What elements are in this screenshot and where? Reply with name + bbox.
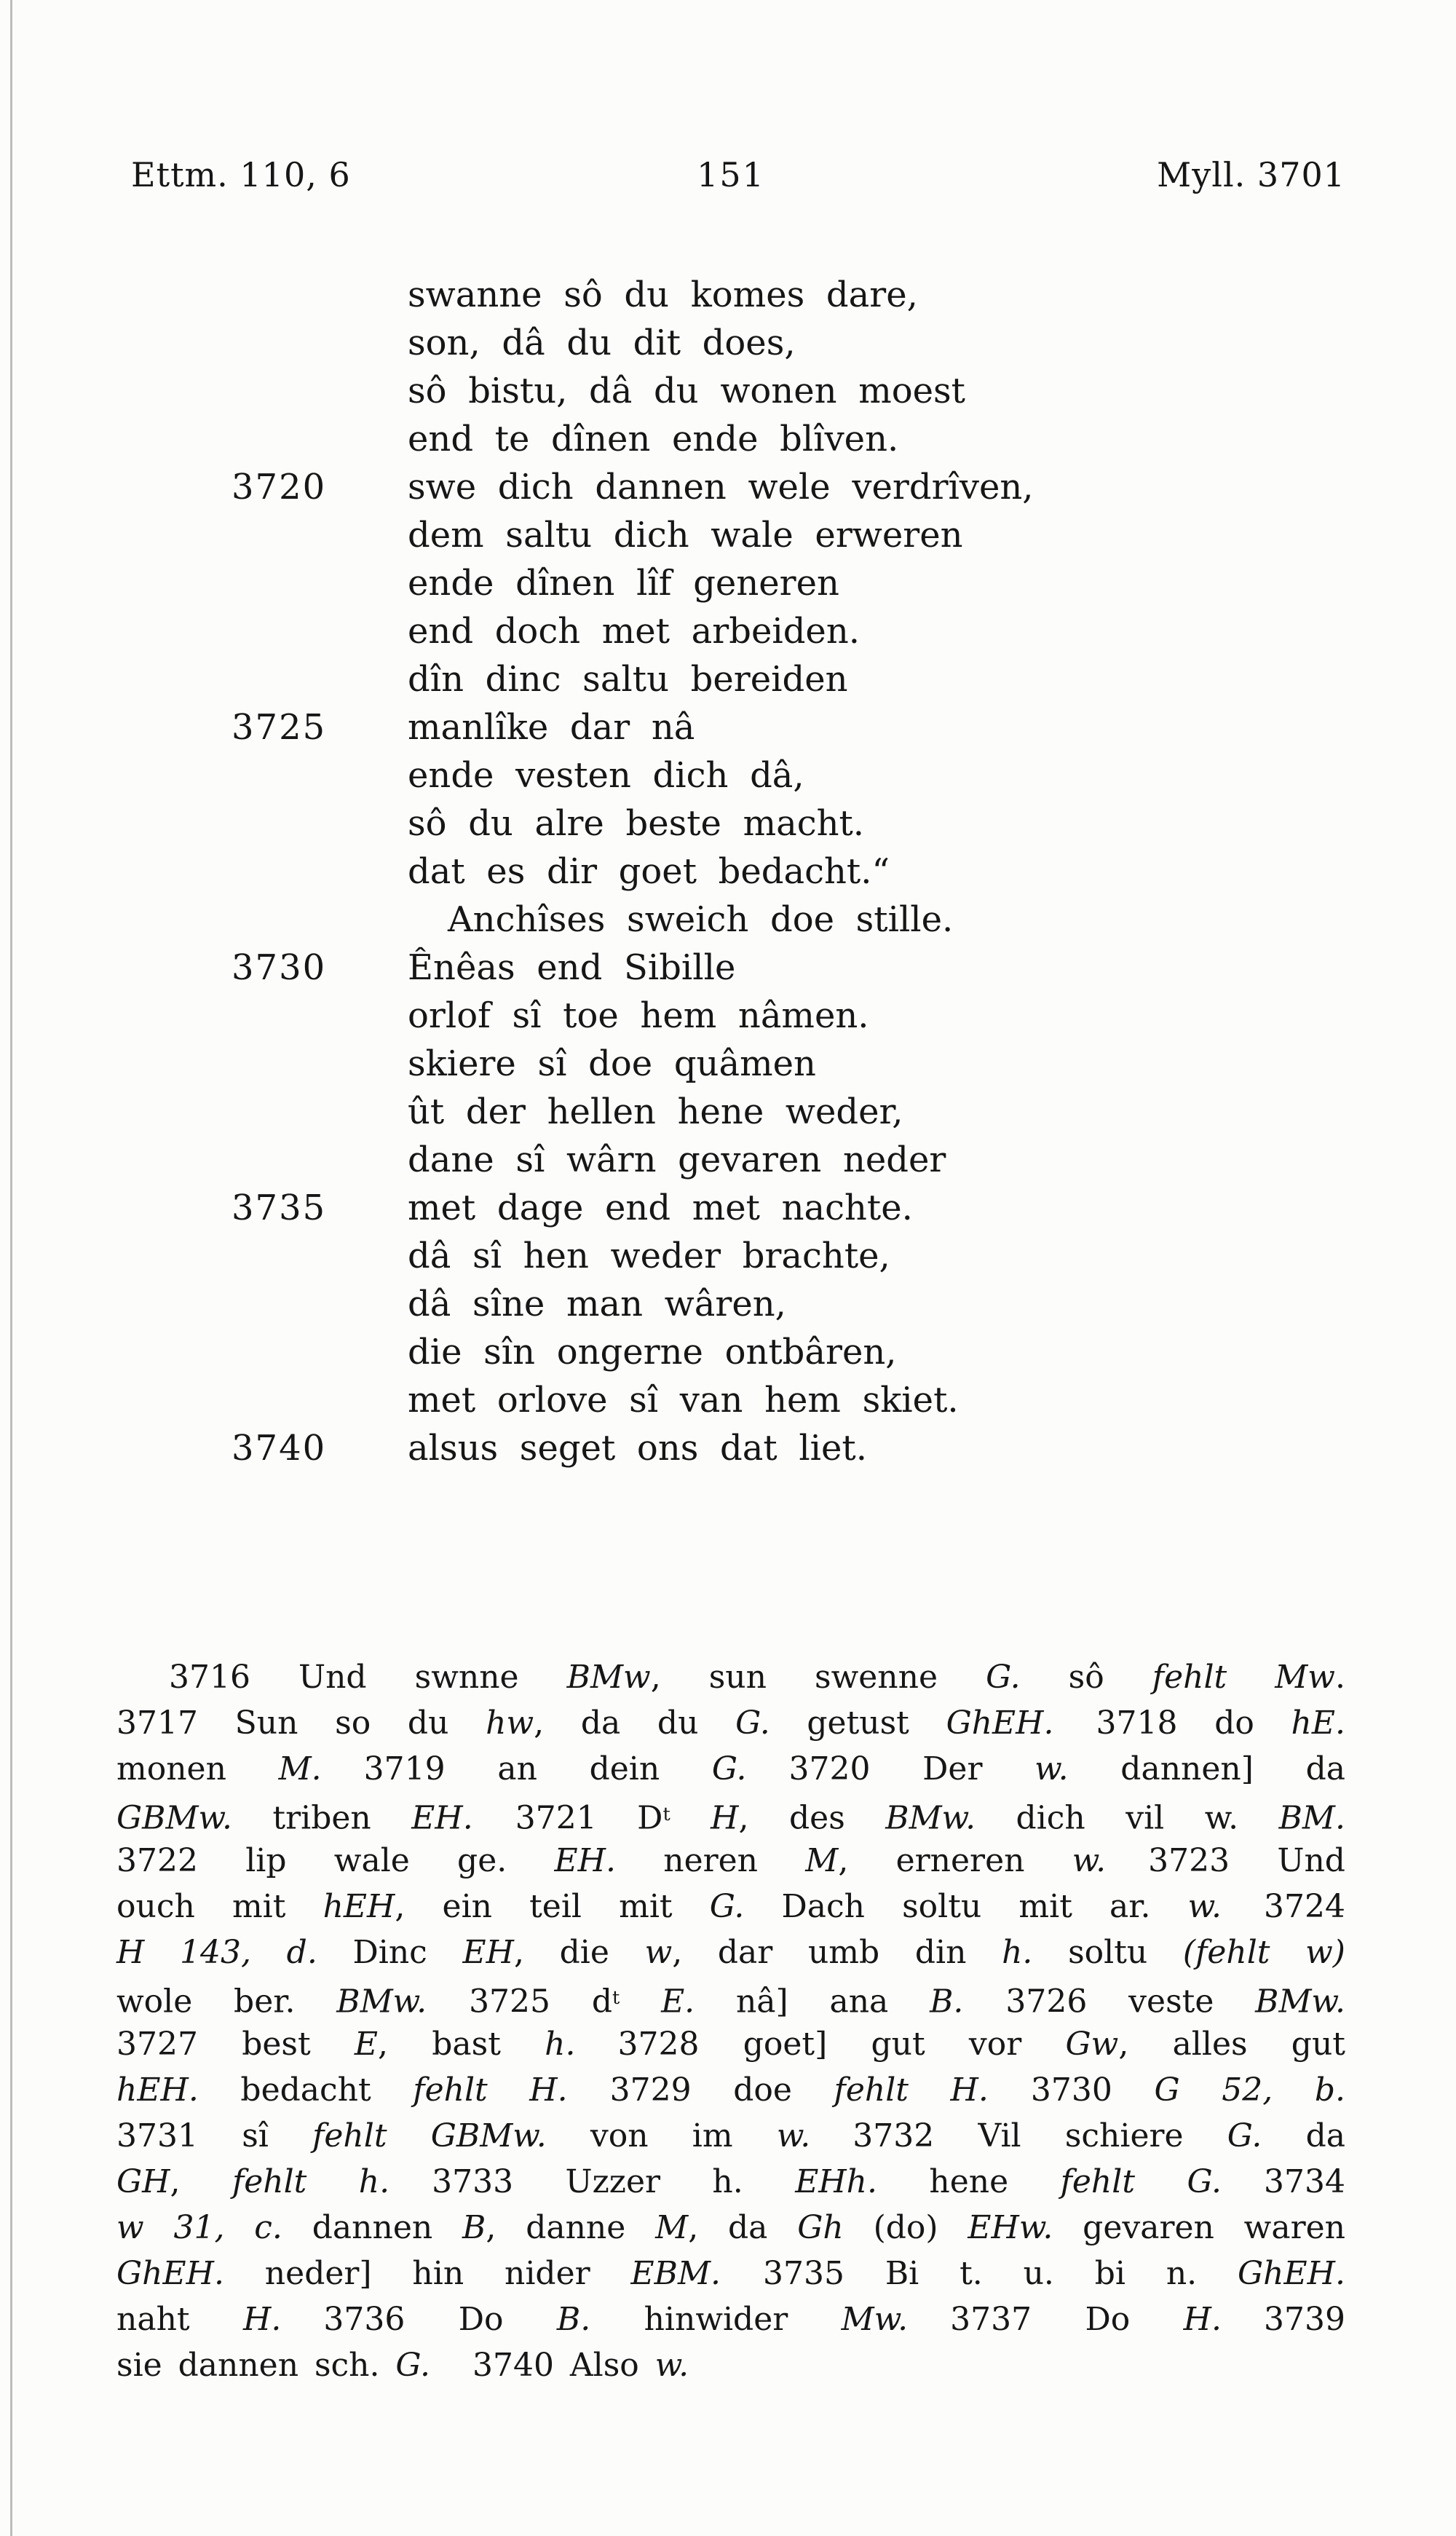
verse-line <box>0 1376 1456 1424</box>
apparatus-line <box>116 2296 1345 2342</box>
verse-line-text: dat es dir goet bedacht.“ <box>408 851 890 892</box>
verse-line <box>0 559 1456 607</box>
verse-line <box>0 1088 1456 1136</box>
apparatus-text: bedacht <box>198 2071 414 2109</box>
apparatus-text: da <box>1262 2117 1345 2154</box>
apparatus-text: sie dannen sch. <box>116 2347 396 2384</box>
apparatus-text: Dinc <box>317 1934 463 1971</box>
manuscript-siglum: EBM. <box>630 2255 721 2292</box>
manuscript-siglum: fehlt G. <box>1060 2163 1222 2200</box>
manuscript-siglum: M <box>805 1842 839 1879</box>
manuscript-siglum: Mw. <box>841 2301 909 2338</box>
apparatus-text: (do) <box>843 2209 968 2246</box>
verse-line-text: swe dich dannen wele verdrîven, <box>408 467 1034 507</box>
verse-line <box>0 1232 1456 1280</box>
verse-line-text: dîn dinc saltu bereiden <box>408 659 848 700</box>
manuscript-siglum: fehlt H. <box>834 2071 989 2109</box>
apparatus-text: , die <box>513 1934 645 1971</box>
apparatus-text: 3735 Bi t. u. bi n. <box>763 2255 1238 2292</box>
verse-line-text: sô bistu, dâ du wonen moest <box>408 371 965 411</box>
apparatus-text: 3722 lip wale ge. <box>116 1842 555 1879</box>
apparatus-text: Dach soltu mit ar. <box>744 1888 1188 1925</box>
apparatus-line <box>116 2251 1345 2296</box>
verse-line-text: dâ sîne man wâren, <box>408 1284 786 1324</box>
critical-apparatus-block <box>116 1654 1345 2388</box>
manuscript-siglum: (fehlt w) <box>1182 1934 1345 1971</box>
manuscript-siglum: E. <box>661 1983 695 2020</box>
verse-line <box>0 703 1456 751</box>
verse-line-text: met dage end met nachte. <box>408 1188 913 1228</box>
manuscript-siglum: H. <box>242 2301 282 2338</box>
verse-line-text: dâ sî hen weder brachte, <box>408 1236 890 1276</box>
apparatus-text: 3730 <box>1030 2071 1155 2109</box>
apparatus-text: 3739 <box>1264 2301 1346 2338</box>
verse-line <box>0 607 1456 655</box>
verse-line-number: 3735 <box>232 1188 327 1228</box>
manuscript-siglum: GBMw. <box>116 1799 232 1837</box>
apparatus-text: 3718 do <box>1096 1705 1291 1742</box>
manuscript-siglum: EHh. <box>795 2163 878 2200</box>
apparatus-text: getust <box>769 1705 946 1742</box>
manuscript-siglum: w. <box>776 2117 811 2154</box>
manuscript-siglum: fehlt h. <box>232 2163 390 2200</box>
manuscript-siglum: EHw. <box>968 2209 1053 2246</box>
manuscript-siglum: EH. <box>411 1799 473 1837</box>
apparatus-text: , des <box>738 1799 886 1837</box>
verse-line-text: skiere sî doe quâmen <box>408 1043 816 1084</box>
verse-line <box>0 944 1456 992</box>
verse-line <box>0 1424 1456 1472</box>
verse-line-text: ende vesten dich dâ, <box>408 755 804 796</box>
apparatus-text: 3729 doe <box>609 2071 834 2109</box>
apparatus-line <box>116 1700 1345 1746</box>
apparatus-text: dich vil w. <box>976 1799 1279 1837</box>
manuscript-siglum: M <box>655 2209 689 2246</box>
manuscript-siglum: E <box>354 2026 379 2063</box>
manuscript-siglum: G. <box>735 1705 770 1742</box>
apparatus-text: neder] hin nider <box>223 2255 631 2292</box>
manuscript-siglum: GH <box>116 2163 170 2200</box>
apparatus-text: sô <box>1020 1659 1152 1696</box>
manuscript-siglum: BMw. <box>1255 1983 1345 2020</box>
manuscript-siglum: hEH <box>323 1888 395 1925</box>
verse-line-text: dem saltu dich wale erweren <box>408 515 963 556</box>
apparatus-text: dannen] da <box>1068 1750 1345 1788</box>
manuscript-siglum: w. <box>1187 1888 1222 1925</box>
apparatus-text: 3725 d <box>469 1983 612 2020</box>
apparatus-text: , erneren <box>838 1842 1072 1879</box>
verse-line <box>0 319 1456 367</box>
manuscript-siglum: Gw <box>1065 2026 1119 2063</box>
verse-line-number: 3725 <box>232 707 327 748</box>
manuscript-siglum: GhEH. <box>1238 2255 1345 2292</box>
verse-line-text: orlof sî toe hem nâmen. <box>408 995 869 1036</box>
manuscript-siglum: BMw. <box>336 1983 427 2020</box>
apparatus-text: triben <box>232 1799 412 1837</box>
manuscript-siglum: B. <box>930 1983 964 2020</box>
manuscript-siglum: h. <box>1002 1934 1033 1971</box>
verse-line <box>0 848 1456 896</box>
apparatus-text: 3717 Sun so du <box>116 1705 486 1742</box>
verse-line-text: Anchîses sweich doe stille. <box>448 899 954 940</box>
apparatus-line <box>116 2205 1345 2251</box>
verse-line <box>0 463 1456 511</box>
verse-line-text: manlîke dar nâ <box>408 707 695 748</box>
apparatus-text: 3740 Also <box>472 2347 655 2384</box>
verse-line-text: alsus seget ons dat liet. <box>408 1428 867 1469</box>
verse-line <box>0 415 1456 463</box>
manuscript-siglum: G 52, b. <box>1154 2071 1345 2109</box>
superscript-letter: t <box>662 1804 670 1825</box>
verse-line-text: ende dînen lîf generen <box>408 563 839 604</box>
apparatus-text: hinwider <box>590 2301 842 2338</box>
manuscript-siglum: hE. <box>1291 1705 1345 1742</box>
apparatus-text: soltu <box>1032 1934 1183 1971</box>
manuscript-siglum: B <box>462 2209 486 2246</box>
verse-line <box>0 1328 1456 1376</box>
verse-line <box>0 1136 1456 1184</box>
verse-line-text: dane sî wârn gevaren neder <box>408 1139 946 1180</box>
manuscript-siglum: M. <box>278 1750 322 1788</box>
apparatus-text: , bast <box>378 2026 545 2063</box>
verse-line <box>0 896 1456 944</box>
verse-line-text: son, dâ du dit does, <box>408 323 796 363</box>
manuscript-siglum: hEH. <box>116 2071 199 2109</box>
manuscript-siglum: GhEH. <box>116 2255 224 2292</box>
apparatus-text: , danne <box>486 2209 656 2246</box>
manuscript-siglum: fehlt H. <box>413 2071 568 2109</box>
manuscript-siglum: G. <box>711 1750 747 1788</box>
verse-line <box>0 1184 1456 1232</box>
manuscript-siglum: H <box>711 1799 739 1837</box>
apparatus-text: , da <box>688 2209 798 2246</box>
apparatus-text: 3732 Vil schiere <box>852 2117 1227 2154</box>
apparatus-line <box>116 2021 1345 2067</box>
apparatus-line <box>116 2159 1345 2205</box>
verse-line-text: met orlove sî van hem skiet. <box>408 1380 959 1421</box>
verse-line <box>0 367 1456 415</box>
verse-line <box>0 1280 1456 1328</box>
apparatus-line <box>116 1654 1345 1700</box>
manuscript-siglum: w <box>644 1934 673 1971</box>
manuscript-siglum: GhEH. <box>946 1705 1054 1742</box>
verse-line <box>0 511 1456 559</box>
header-left-reference: Ettm. 110, 6 <box>131 155 351 194</box>
verse-line-number: 3740 <box>232 1428 327 1469</box>
apparatus-text: von im <box>546 2117 777 2154</box>
verse-line-text: Ênêas end Sibille <box>408 947 736 988</box>
apparatus-text: . <box>1334 1659 1345 1696</box>
apparatus-text: 3723 Und <box>1148 1842 1345 1879</box>
manuscript-siglum: G. <box>395 2347 430 2384</box>
manuscript-siglum: w. <box>654 2347 689 2384</box>
apparatus-text: ouch mit <box>116 1888 323 1925</box>
manuscript-siglum: w 31, c. <box>116 2209 282 2246</box>
apparatus-text <box>620 1983 661 2020</box>
verse-line-text: ût der hellen hene weder, <box>408 1091 903 1132</box>
apparatus-text: naht <box>116 2301 243 2338</box>
manuscript-siglum: H 143, d. <box>116 1934 317 1971</box>
page-number: 151 <box>697 155 765 194</box>
apparatus-line <box>116 1838 1345 1884</box>
manuscript-siglum: BMw <box>566 1659 651 1696</box>
superscript-letter: t <box>612 1987 620 2009</box>
manuscript-siglum: EH <box>462 1934 514 1971</box>
apparatus-text: , alles gut <box>1118 2026 1345 2063</box>
manuscript-siglum: B. <box>556 2301 591 2338</box>
apparatus-text: neren <box>615 1842 806 1879</box>
apparatus-text: 3737 Do <box>950 2301 1184 2338</box>
running-head <box>116 153 1345 197</box>
verse-line-number: 3730 <box>232 947 327 988</box>
apparatus-text: dannen <box>282 2209 463 2246</box>
apparatus-text: wole ber. <box>116 1983 337 2020</box>
apparatus-text: 3734 <box>1264 2163 1345 2200</box>
apparatus-line <box>116 2067 1345 2113</box>
apparatus-text: 3731 sî <box>116 2117 313 2154</box>
verse-line <box>0 655 1456 703</box>
verse-line <box>0 1040 1456 1088</box>
verse-line-text: sô du alre beste macht. <box>408 803 865 844</box>
apparatus-line <box>116 1929 1345 1975</box>
apparatus-text: 3716 Und swnne <box>169 1659 567 1696</box>
apparatus-text: 3724 <box>1264 1888 1345 1925</box>
manuscript-siglum: fehlt Mw <box>1152 1659 1335 1696</box>
verse-line-text: end te dînen ende blîven. <box>408 419 899 459</box>
manuscript-siglum: G. <box>986 1659 1021 1696</box>
apparatus-line <box>116 2113 1345 2159</box>
manuscript-siglum: EH. <box>554 1842 616 1879</box>
apparatus-text: 3727 best <box>116 2026 355 2063</box>
apparatus-text: 3726 veste <box>1005 1983 1256 2020</box>
apparatus-text: 3728 goet] gut vor <box>617 2026 1066 2063</box>
apparatus-line <box>116 1975 1345 2021</box>
apparatus-text: hene <box>877 2163 1061 2200</box>
manuscript-siglum: w. <box>1034 1750 1069 1788</box>
verse-line-text: die sîn ongerne ontbâren, <box>408 1332 897 1372</box>
apparatus-line <box>116 1884 1345 1929</box>
apparatus-text: gevaren waren <box>1053 2209 1345 2246</box>
verse-line <box>0 799 1456 848</box>
apparatus-text: 3720 Der <box>788 1750 1035 1788</box>
verse-line <box>0 271 1456 319</box>
apparatus-line <box>116 2342 1345 2388</box>
manuscript-siglum: G. <box>1227 2117 1262 2154</box>
apparatus-text: monen <box>116 1750 279 1788</box>
verse-block <box>0 271 1456 1472</box>
header-right-reference: Myll. 3701 <box>1157 155 1345 194</box>
manuscript-siglum: BMw. <box>885 1799 976 1837</box>
apparatus-text: 3733 Uzzer h. <box>432 2163 796 2200</box>
manuscript-siglum: BM. <box>1278 1799 1345 1837</box>
manuscript-siglum: G. <box>709 1888 745 1925</box>
verse-line-number: 3720 <box>232 467 327 507</box>
manuscript-siglum: hw <box>486 1705 534 1742</box>
manuscript-siglum: Gh <box>797 2209 844 2246</box>
manuscript-siglum: H. <box>1183 2301 1222 2338</box>
verse-line <box>0 751 1456 799</box>
apparatus-text: , da du <box>534 1705 736 1742</box>
apparatus-text: nâ] ana <box>695 1983 930 2020</box>
apparatus-text: , sun swenne <box>650 1659 986 1696</box>
apparatus-text: 3736 Do <box>323 2301 557 2338</box>
apparatus-line <box>116 1746 1345 1792</box>
manuscript-siglum: w. <box>1072 1842 1107 1879</box>
apparatus-line <box>116 1792 1345 1838</box>
apparatus-text: , dar umb din <box>672 1934 1002 1971</box>
verse-line <box>0 992 1456 1040</box>
apparatus-text <box>670 1799 711 1836</box>
apparatus-text: 3721 D <box>515 1799 663 1837</box>
manuscript-siglum: h. <box>545 2026 576 2063</box>
apparatus-text: , <box>170 2163 232 2200</box>
apparatus-text: 3719 an dein <box>363 1750 712 1788</box>
verse-line-text: swanne sô du komes dare, <box>408 274 918 315</box>
verse-line-text: end doch met arbeiden. <box>408 611 860 652</box>
apparatus-text: , ein teil mit <box>395 1888 710 1925</box>
manuscript-siglum: fehlt GBMw. <box>312 2117 547 2154</box>
